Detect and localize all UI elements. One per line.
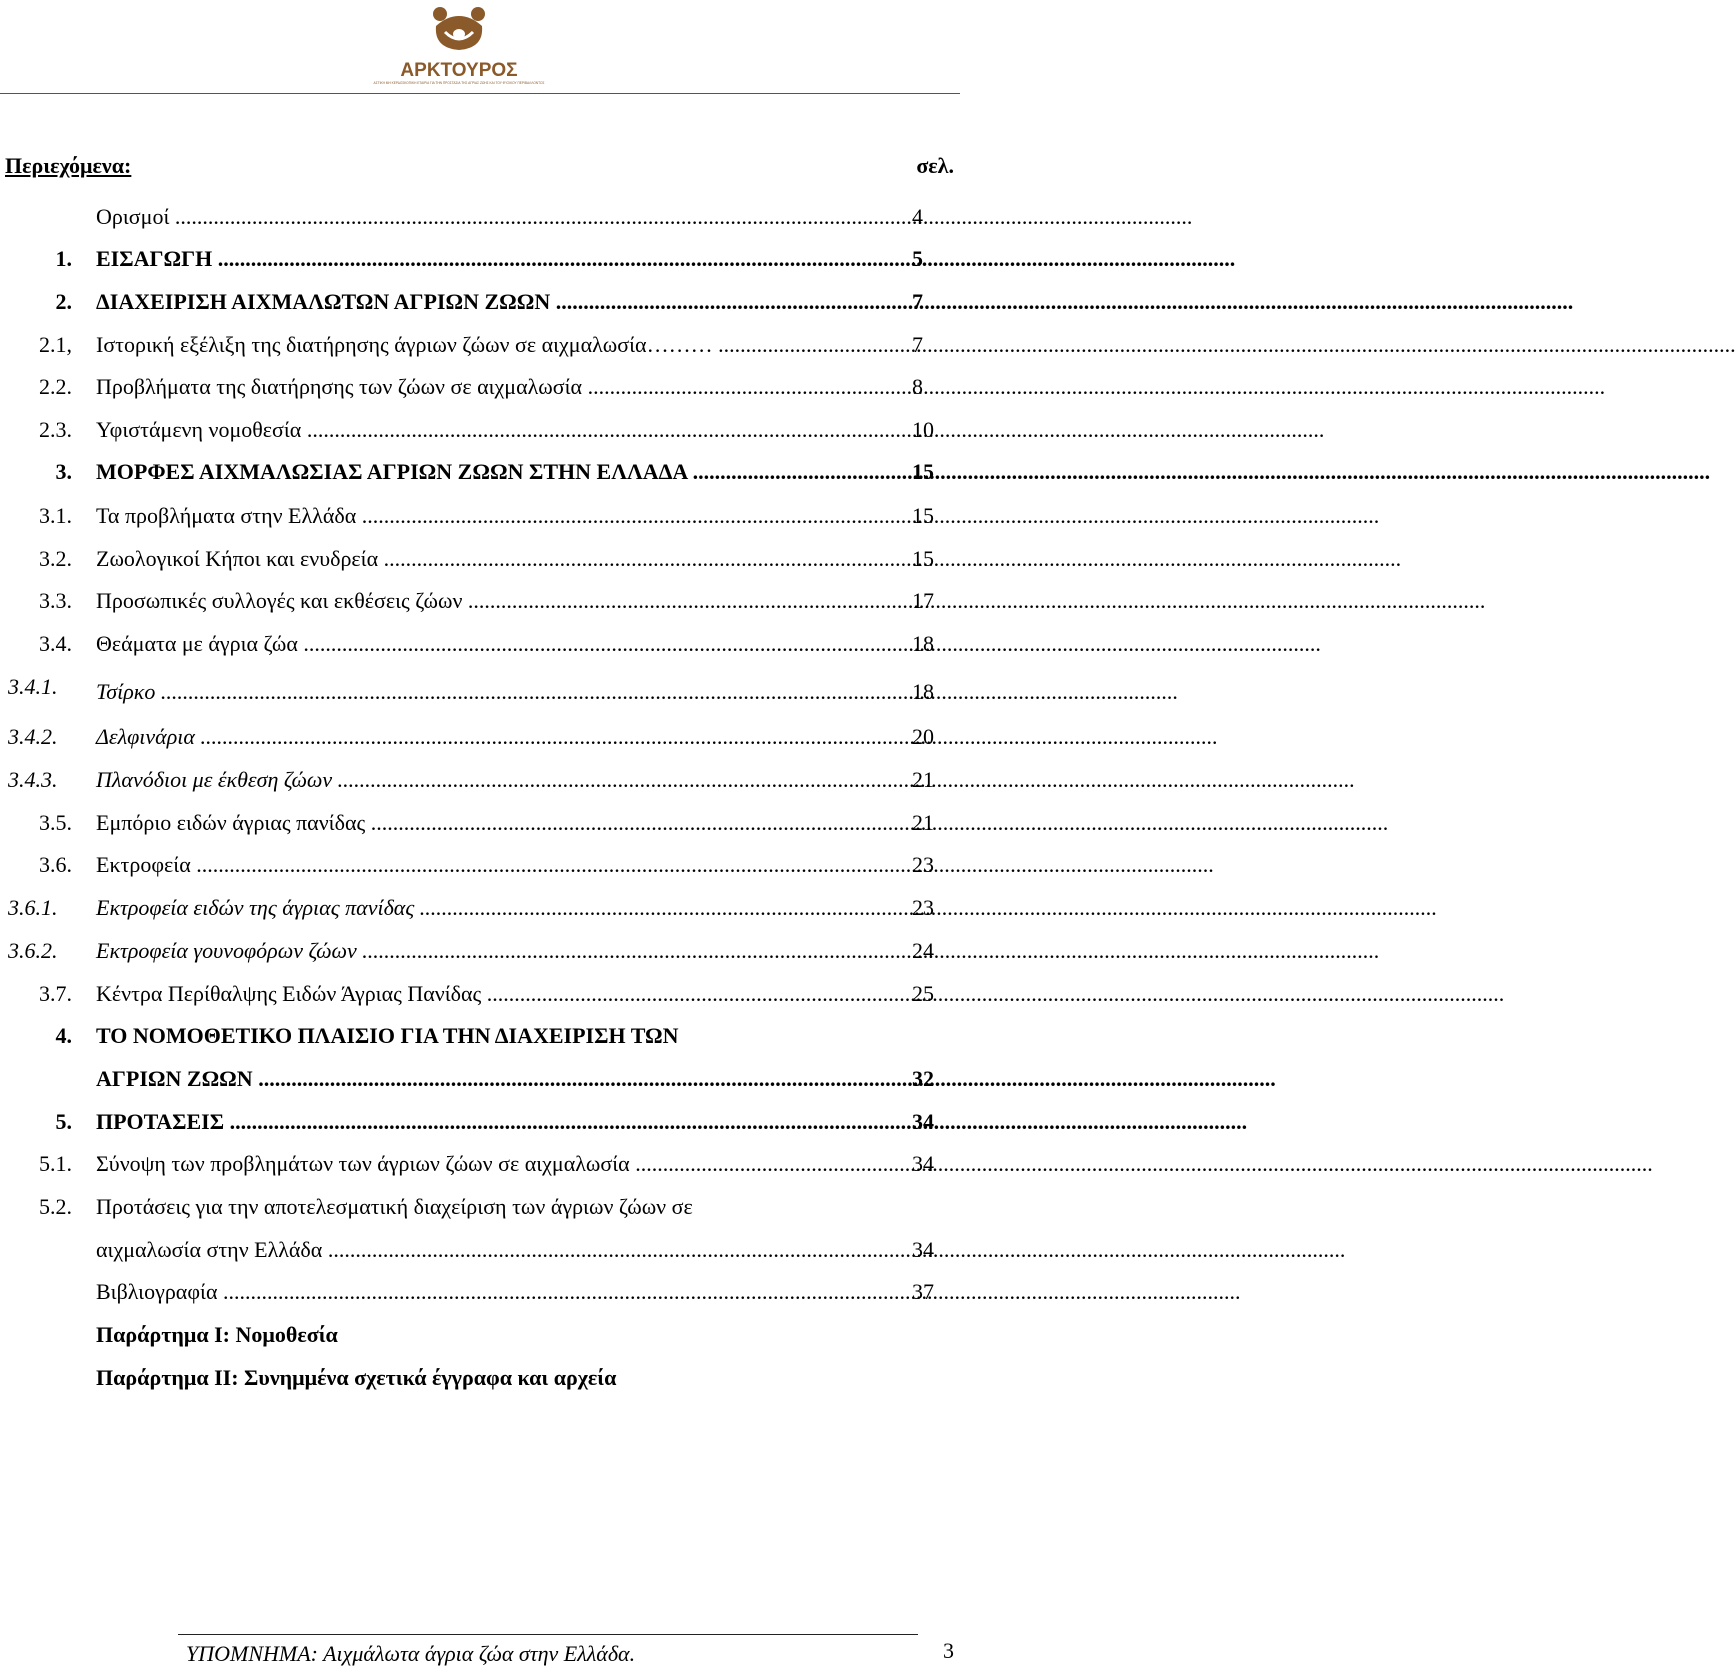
toc-entry-title: Τα προβλήματα στην Ελλάδα ..... bbox=[96, 503, 892, 529]
toc-entry-page: 15 bbox=[912, 459, 934, 484]
toc-entry[interactable] bbox=[0, 417, 960, 447]
toc-entry-page: 15 bbox=[912, 503, 934, 528]
toc-entry-title: Εκτροφεία ειδών της άγριας πανίδας ..... bbox=[96, 895, 892, 921]
toc-entry-title: Τσίρκο ..... bbox=[96, 679, 892, 705]
toc-entry-title: Παράρτημα Ι: Νομοθεσία bbox=[96, 1322, 338, 1347]
toc-entry[interactable] bbox=[0, 459, 960, 489]
toc-entry-page: 8 bbox=[912, 374, 923, 399]
toc-entry-continuation[interactable] bbox=[0, 1237, 960, 1267]
toc-entry-page: 15 bbox=[912, 546, 934, 571]
toc-entry-page: 4 bbox=[912, 204, 923, 229]
toc-entry-number: 3.6. bbox=[39, 852, 72, 877]
toc-entry[interactable] bbox=[0, 852, 960, 882]
toc-entry-page: 17 bbox=[912, 588, 934, 613]
toc-entry-page: 34 bbox=[912, 1151, 934, 1176]
toc-entry-page: 7 bbox=[912, 289, 923, 314]
toc-entry-number: 3.4.2. bbox=[8, 724, 58, 749]
footer-title: ΥΠΟΜΝΗΜΑ: Αιχμάλωτα άγρια ζώα στην Ελλάδα. bbox=[186, 1641, 636, 1666]
toc-entry[interactable] bbox=[0, 332, 960, 362]
toc-entry-number: 3.2. bbox=[39, 546, 72, 571]
toc-entry-number: 2. bbox=[55, 289, 72, 314]
toc-entry-number: 1. bbox=[55, 246, 72, 271]
toc-entry-page: 10 bbox=[912, 417, 934, 442]
toc-entry[interactable] bbox=[0, 810, 960, 840]
toc-entry-title: Εκτροφεία γουνοφόρων ζώων ..... bbox=[96, 938, 892, 964]
arktouros-logo bbox=[373, 2, 559, 92]
toc-entry-title: Εκτροφεία ..... bbox=[96, 852, 892, 878]
toc-entry-title: Παράρτημα ΙΙ: Συνημμένα σχετικά έγγραφα και αρχεία bbox=[96, 1365, 617, 1390]
toc-entry-number: 3.6.2. bbox=[8, 938, 58, 963]
toc-entry[interactable] bbox=[0, 938, 960, 968]
toc-entry-page: 21 bbox=[912, 767, 934, 792]
toc-entry[interactable] bbox=[0, 1279, 960, 1309]
toc-entry-title: Βιβλιογραφία ..... bbox=[96, 1279, 892, 1305]
toc-entry-page: 25 bbox=[912, 981, 934, 1006]
toc-entry-page: 7 bbox=[912, 332, 923, 357]
toc-entry-number: 4. bbox=[55, 1023, 72, 1048]
toc-entry[interactable] bbox=[0, 289, 960, 319]
logo-subtext: ΑΣΤΙΚΗ ΜΗ ΚΕΡΔΟΣΚΟΠΙΚΗ ΕΤΑΙΡΙΑ ΓΙΑ ΤΗΝ ΠΡΟΣΤΑΣΙΑ ΤΗΣ ΑΓΡΙΑΣ ΖΩΗΣ ΚΑΙ ΤΟΥ ΦΥΣΙΚΟΥ ΠΕΡΙΒΑΛΛΟΝΤΟΣ bbox=[373, 81, 545, 85]
toc-entry[interactable] bbox=[0, 588, 960, 618]
toc-entry-page: 20 bbox=[912, 724, 934, 749]
toc-entry[interactable] bbox=[0, 724, 960, 754]
toc-entry-title: Θεάματα με άγρια ζώα ..... bbox=[96, 631, 892, 657]
toc-entry[interactable] bbox=[0, 631, 960, 661]
toc-entry-number: 5.1. bbox=[39, 1151, 72, 1176]
toc-entry-title: Ζωολογικοί Κήποι και ενυδρεία ..... bbox=[96, 546, 892, 572]
toc-entry[interactable] bbox=[0, 895, 960, 925]
toc-entry-continuation[interactable] bbox=[0, 1066, 960, 1096]
toc-entry-page: 5 bbox=[912, 246, 923, 271]
toc-heading: Περιεχόμενα: bbox=[5, 153, 132, 178]
toc-entry-number: 3.4. bbox=[39, 631, 72, 656]
toc-entry-page: 32 bbox=[912, 1066, 934, 1091]
toc-entry-number: 3.4.1. bbox=[8, 674, 58, 699]
toc-entry-title: Κέντρα Περίθαλψης Ειδών Άγριας Πανίδας ..... bbox=[96, 981, 892, 1007]
toc-entry-title: Δελφινάρια ..... bbox=[96, 724, 892, 750]
toc-entry-number: 3.1. bbox=[39, 503, 72, 528]
toc-entry-title-cont: αιχμαλωσία στην Ελλάδα ..... bbox=[96, 1237, 892, 1263]
toc-entry-number: 5. bbox=[55, 1109, 72, 1134]
toc-entry-page: 24 bbox=[912, 938, 934, 963]
logo-text: ΑΡΚΤΟΥΡΟΣ bbox=[400, 60, 518, 81]
toc-entry-title-cont: ΑΓΡΙΩΝ ΖΩΩΝ ..... bbox=[96, 1066, 892, 1092]
toc-entry-page: 37 bbox=[912, 1279, 934, 1304]
toc-entry[interactable] bbox=[0, 1151, 960, 1181]
toc-entry-title: Προβλήματα της διατήρησης των ζώων σε αιχμαλωσία ..... bbox=[96, 374, 892, 400]
toc-entry-page: 34 bbox=[912, 1109, 934, 1134]
toc-entry[interactable] bbox=[0, 767, 960, 797]
toc-entry-title: Εμπόριο ειδών άγριας πανίδας ..... bbox=[96, 810, 892, 836]
toc-entry-number: 3.7. bbox=[39, 981, 72, 1006]
toc-entry-page: 23 bbox=[912, 852, 934, 877]
toc-entry-page: 18 bbox=[912, 631, 934, 656]
toc-entry-appendix-1[interactable] bbox=[0, 1322, 960, 1352]
toc-entry-number: 2.3. bbox=[39, 417, 72, 442]
toc-entry-number: 3.5. bbox=[39, 810, 72, 835]
toc-entry-number: 2.1, bbox=[39, 332, 72, 357]
toc-entry[interactable] bbox=[0, 374, 960, 404]
toc-entry-title: Υφιστάμενη νομοθεσία ..... bbox=[96, 417, 892, 443]
toc-entry-number: 3.4.3. bbox=[8, 767, 58, 792]
toc-entry-title: ΔΙΑΧΕΙΡΙΣΗ ΑΙΧΜΑΛΩΤΩΝ ΑΓΡΙΩΝ ΖΩΩΝ ..... bbox=[96, 289, 892, 315]
toc-entry-page: 34 bbox=[912, 1237, 934, 1262]
toc-entry-number: 3. bbox=[55, 459, 72, 484]
footer-divider bbox=[178, 1634, 918, 1635]
toc-entry[interactable] bbox=[0, 981, 960, 1011]
toc-entry-title: Πλανόδιοι με έκθεση ζώων ..... bbox=[96, 767, 892, 793]
page-number: 3 bbox=[943, 1638, 954, 1663]
toc-entry-title: Σύνοψη των προβλημάτων των άγριων ζώων σε αιχμαλωσία ..... bbox=[96, 1151, 892, 1177]
toc-entry-title: ΠΡΟΤΑΣΕΙΣ ..... bbox=[96, 1109, 892, 1135]
toc-entry[interactable] bbox=[0, 1194, 960, 1224]
toc-entry-page: 23 bbox=[912, 895, 934, 920]
toc-entry-number: 2.2. bbox=[39, 374, 72, 399]
toc-entry-title: Ιστορική εξέλιξη της διατήρησης άγριων ζώων σε αιχμαλωσία……… ..... bbox=[96, 332, 892, 358]
toc-entry-number: 3.3. bbox=[39, 588, 72, 613]
toc-entry[interactable] bbox=[0, 1109, 960, 1139]
toc-entry-title: ΜΟΡΦΕΣ ΑΙΧΜΑΛΩΣΙΑΣ ΑΓΡΙΩΝ ΖΩΩΝ ΣΤΗΝ ΕΛΛΑΔΑ ..... bbox=[96, 459, 892, 485]
header-divider bbox=[0, 93, 960, 94]
toc-entry[interactable] bbox=[0, 204, 960, 234]
toc-entry[interactable] bbox=[0, 546, 960, 576]
toc-entry-title: ΤΟ ΝΟΜΟΘΕΤΙΚΟ ΠΛΑΙΣΙΟ ΓΙΑ ΤΗΝ ΔΙΑΧΕΙΡΙΣΗ ΤΩΝ bbox=[96, 1023, 679, 1048]
toc-entry-title: Προτάσεις για την αποτελεσματική διαχείριση των άγριων ζώων σε bbox=[96, 1194, 693, 1219]
toc-entry-title: ΕΙΣΑΓΩΓΗ ..... bbox=[96, 246, 892, 272]
toc-entry-page: 21 bbox=[912, 810, 934, 835]
toc-page-column-heading: σελ. bbox=[916, 153, 954, 178]
toc-entry-title: Προσωπικές συλλογές και εκθέσεις ζώων ..... bbox=[96, 588, 892, 614]
toc-entry[interactable] bbox=[0, 246, 960, 276]
toc-entry-title: Ορισμοί ..... bbox=[96, 204, 892, 230]
toc-entry[interactable] bbox=[0, 1023, 960, 1053]
toc-entry-number: 3.6.1. bbox=[8, 895, 58, 920]
toc-entry-number: 5.2. bbox=[39, 1194, 72, 1219]
toc-entry[interactable] bbox=[0, 503, 960, 533]
toc-entry-appendix-2[interactable] bbox=[0, 1365, 960, 1395]
toc-entry[interactable] bbox=[0, 674, 960, 704]
toc-entry-page: 18 bbox=[912, 679, 934, 704]
bear-icon bbox=[433, 7, 485, 50]
